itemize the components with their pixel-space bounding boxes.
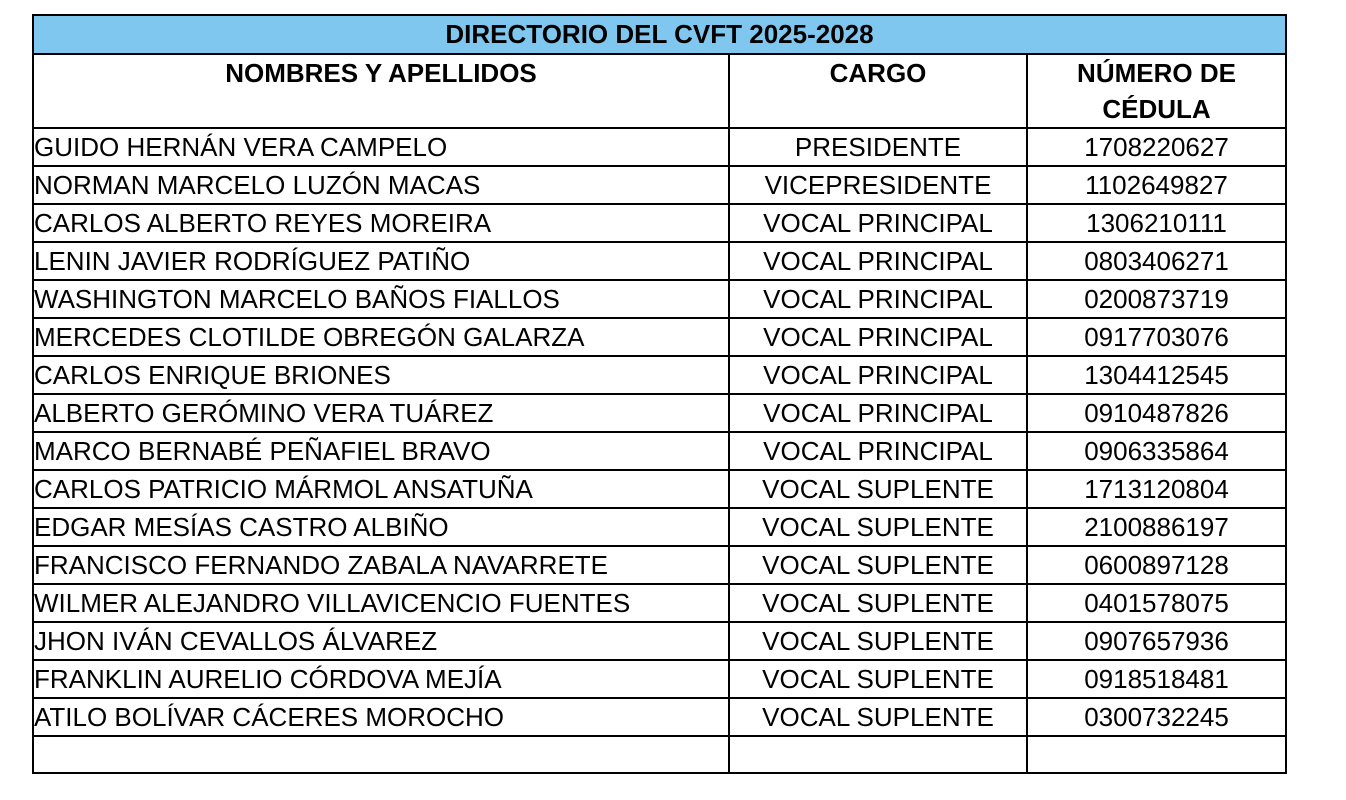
name-cell: CARLOS ENRIQUE BRIONES [33, 356, 729, 394]
cargo-cell: VOCAL SUPLENTE [729, 698, 1027, 736]
cargo-cell: VOCAL PRINCIPAL [729, 318, 1027, 356]
cargo-cell: VOCAL PRINCIPAL [729, 394, 1027, 432]
cedula-cell: 0910487826 [1027, 394, 1286, 432]
table-row [33, 318, 1286, 356]
cargo-cell: PRESIDENTE [729, 128, 1027, 166]
cargo-cell: VOCAL SUPLENTE [729, 470, 1027, 508]
cedula-cell: 0300732245 [1027, 698, 1286, 736]
table-row [33, 242, 1286, 280]
cedula-cell: 1102649827 [1027, 166, 1286, 204]
cedula-cell: 0401578075 [1027, 584, 1286, 622]
table-row [33, 204, 1286, 242]
name-cell: MERCEDES CLOTILDE OBREGÓN GALARZA [33, 318, 729, 356]
name-cell: GUIDO HERNÁN VERA CAMPELO [33, 128, 729, 166]
table-row [33, 622, 1286, 660]
table-row [33, 660, 1286, 698]
cedula-cell: 1713120804 [1027, 470, 1286, 508]
header-cedula-line1: NÚMERO DE [1077, 58, 1236, 88]
table-row [33, 280, 1286, 318]
name-cell: ALBERTO GERÓMINO VERA TUÁREZ [33, 394, 729, 432]
table-row [33, 546, 1286, 584]
cargo-cell: VICEPRESIDENTE [729, 166, 1027, 204]
cargo-cell: VOCAL PRINCIPAL [729, 280, 1027, 318]
cedula-cell: 1708220627 [1027, 128, 1286, 166]
name-cell: WILMER ALEJANDRO VILLAVICENCIO FUENTES [33, 584, 729, 622]
cedula-cell: 0803406271 [1027, 242, 1286, 280]
cedula-cell: 0200873719 [1027, 280, 1286, 318]
cargo-cell: VOCAL PRINCIPAL [729, 432, 1027, 470]
empty-cell [33, 736, 729, 773]
cedula-cell: 0600897128 [1027, 546, 1286, 584]
cedula-cell: 1304412545 [1027, 356, 1286, 394]
cedula-cell: 0907657936 [1027, 622, 1286, 660]
empty-cell [729, 736, 1027, 773]
cedula-cell: 1306210111 [1027, 204, 1286, 242]
cargo-cell: VOCAL SUPLENTE [729, 508, 1027, 546]
cedula-cell: 0917703076 [1027, 318, 1286, 356]
name-cell: CARLOS PATRICIO MÁRMOL ANSATUÑA [33, 470, 729, 508]
name-cell: CARLOS ALBERTO REYES MOREIRA [33, 204, 729, 242]
table-row [33, 128, 1286, 166]
name-cell: FRANKLIN AURELIO CÓRDOVA MEJÍA [33, 660, 729, 698]
table-row [33, 432, 1286, 470]
name-cell: MARCO BERNABÉ PEÑAFIEL BRAVO [33, 432, 729, 470]
empty-row [33, 736, 1286, 773]
header-cargo: CARGO [729, 54, 1027, 128]
table-row [33, 584, 1286, 622]
header-cedula-line2: CÉDULA [1102, 94, 1211, 124]
table-body [33, 128, 1286, 773]
table-row [33, 698, 1286, 736]
cedula-cell: 2100886197 [1027, 508, 1286, 546]
cargo-cell: VOCAL SUPLENTE [729, 584, 1027, 622]
table-row [33, 470, 1286, 508]
cargo-cell: VOCAL SUPLENTE [729, 546, 1027, 584]
table-row [33, 508, 1286, 546]
cargo-cell: VOCAL PRINCIPAL [729, 356, 1027, 394]
cargo-cell: VOCAL PRINCIPAL [729, 204, 1027, 242]
name-cell: LENIN JAVIER RODRÍGUEZ PATIÑO [33, 242, 729, 280]
header-row [33, 54, 1286, 128]
table-row [33, 166, 1286, 204]
name-cell: FRANCISCO FERNANDO ZABALA NAVARRETE [33, 546, 729, 584]
cargo-cell: VOCAL SUPLENTE [729, 622, 1027, 660]
name-cell: WASHINGTON MARCELO BAÑOS FIALLOS [33, 280, 729, 318]
cedula-cell: 0918518481 [1027, 660, 1286, 698]
empty-cell [1027, 736, 1286, 773]
name-cell: JHON IVÁN CEVALLOS ÁLVAREZ [33, 622, 729, 660]
cargo-cell: VOCAL PRINCIPAL [729, 242, 1027, 280]
table-title: DIRECTORIO DEL CVFT 2025-2028 [33, 15, 1286, 54]
name-cell: NORMAN MARCELO LUZÓN MACAS [33, 166, 729, 204]
name-cell: EDGAR MESÍAS CASTRO ALBIÑO [33, 508, 729, 546]
cargo-cell: VOCAL SUPLENTE [729, 660, 1027, 698]
directory-table [32, 14, 1287, 774]
table-row [33, 394, 1286, 432]
title-row [33, 15, 1286, 54]
header-name: NOMBRES Y APELLIDOS [33, 54, 729, 128]
table-row [33, 356, 1286, 394]
header-cedula [1027, 54, 1286, 128]
cedula-cell: 0906335864 [1027, 432, 1286, 470]
name-cell: ATILO BOLÍVAR CÁCERES MOROCHO [33, 698, 729, 736]
